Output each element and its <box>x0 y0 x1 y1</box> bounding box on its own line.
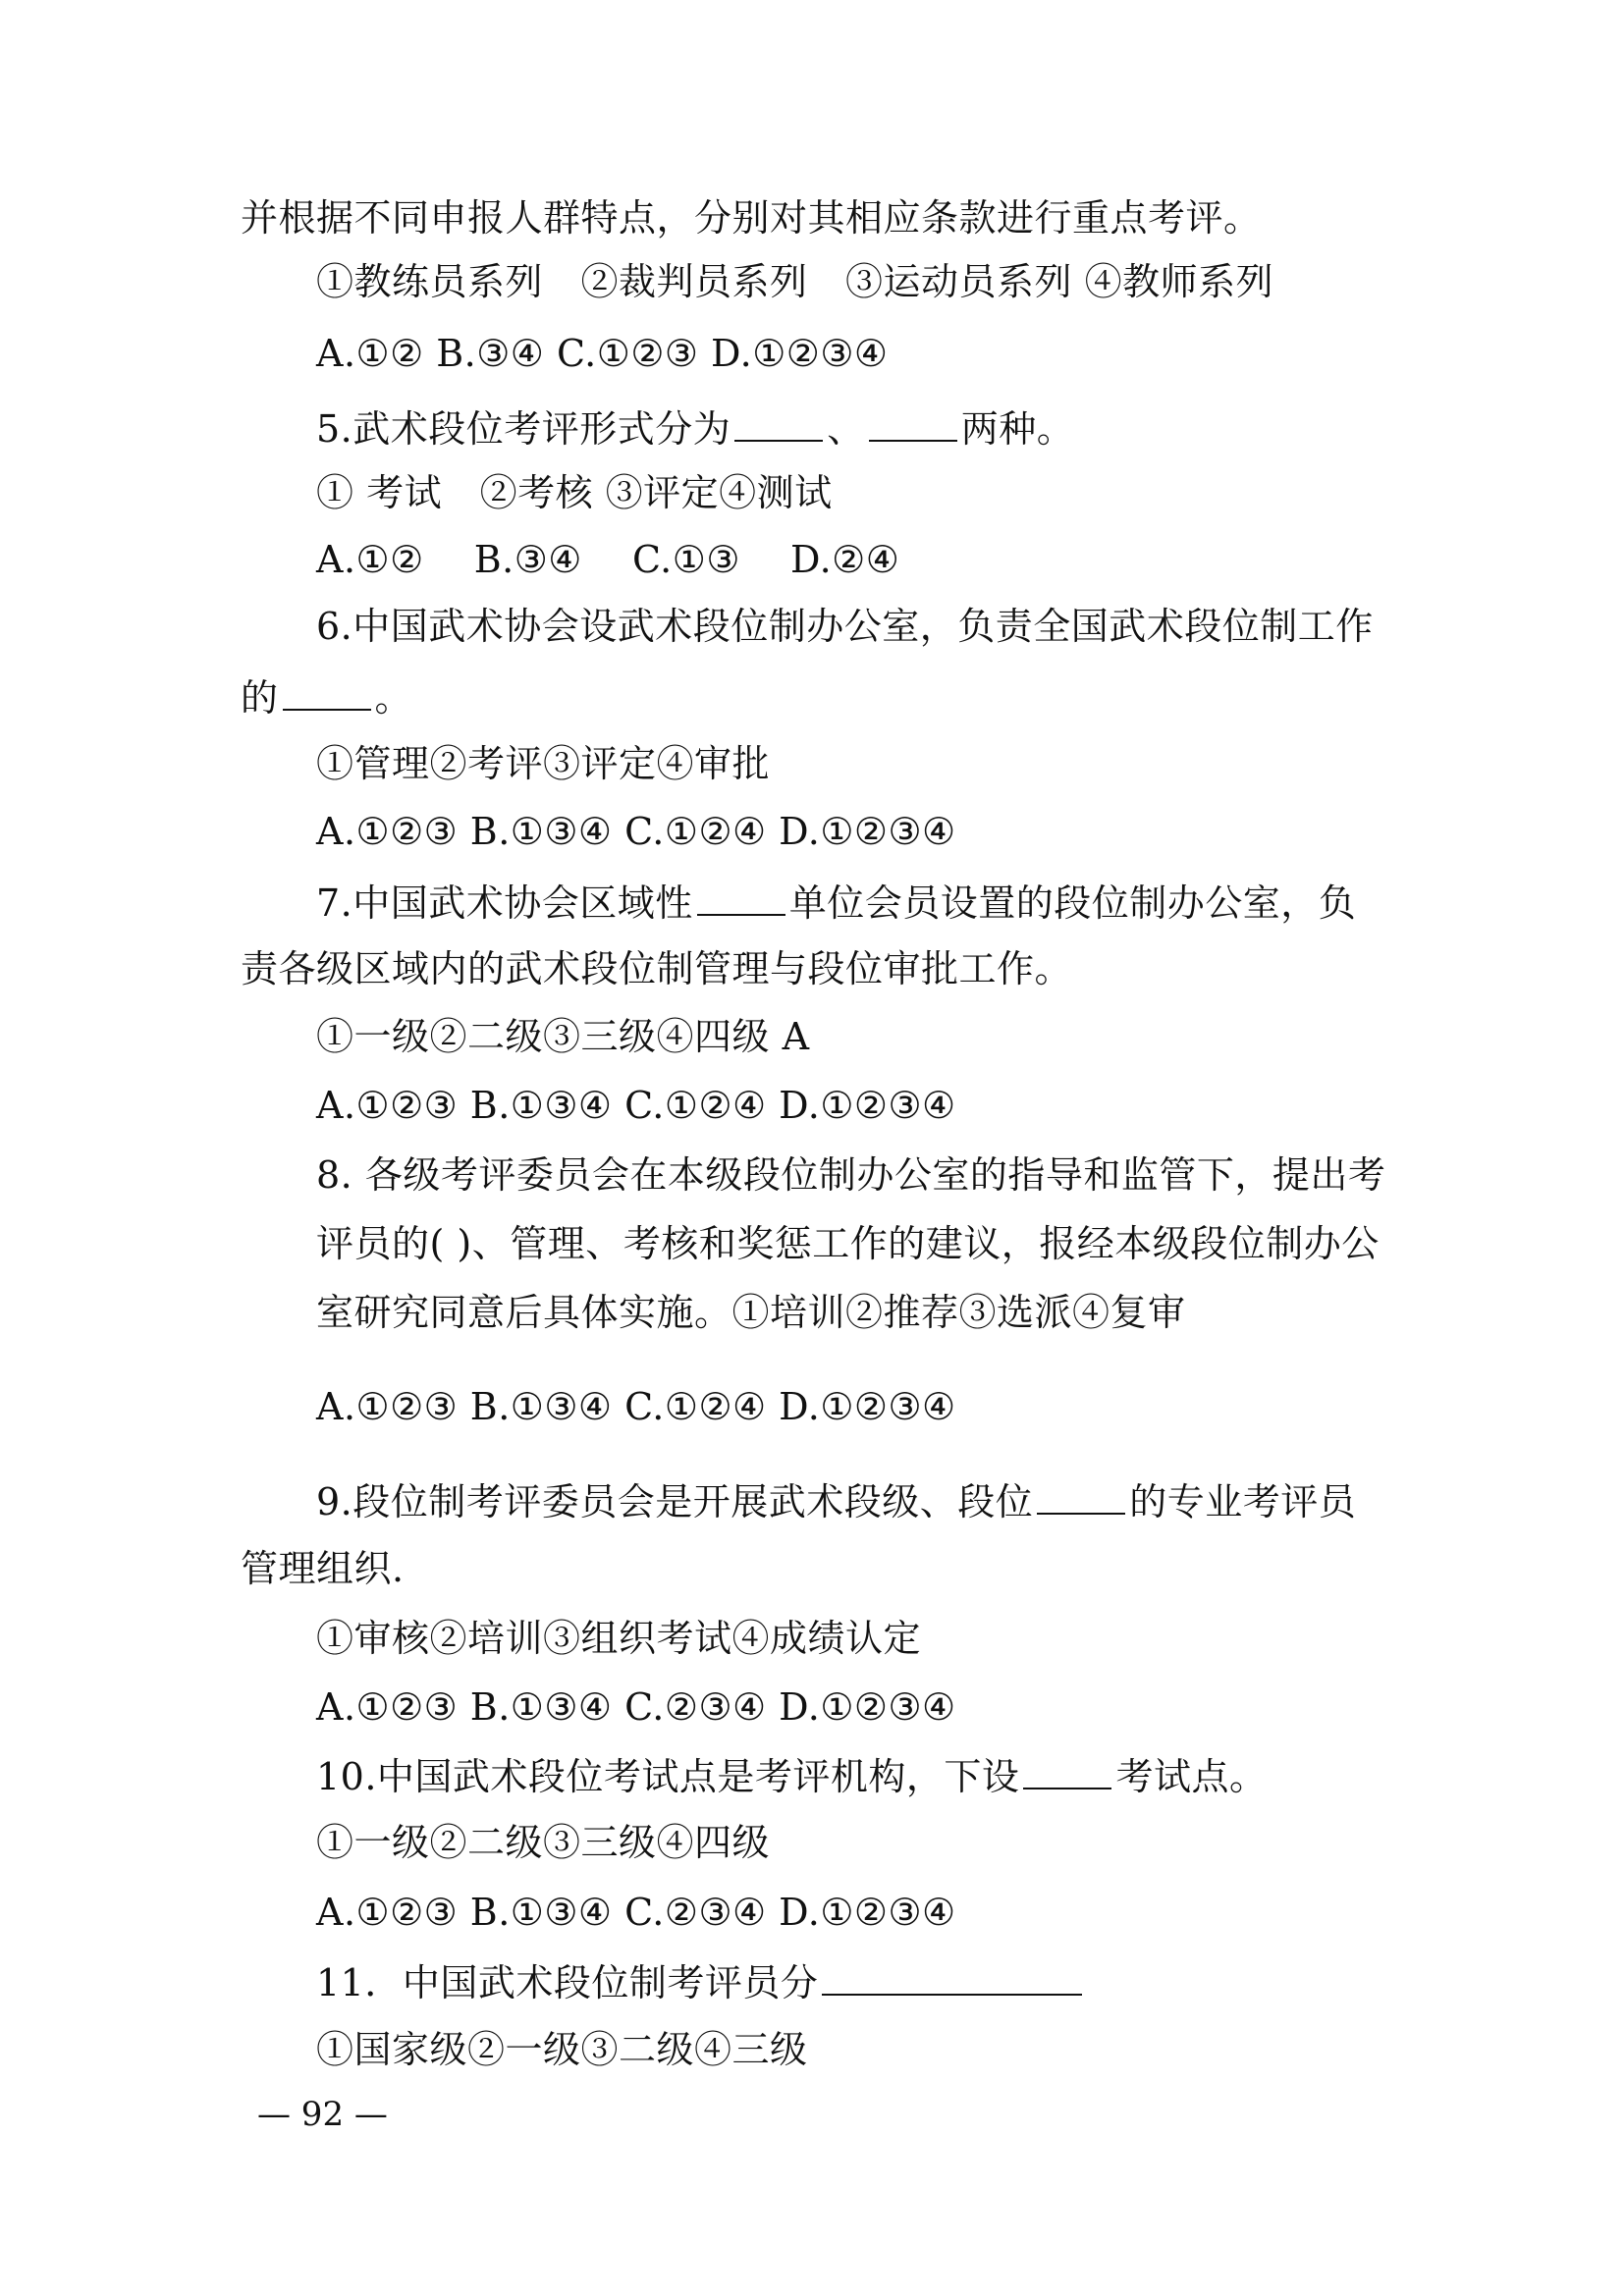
page-number: — 92 — <box>257 2095 388 2134</box>
q5-stem-part1: 5.武术段位考评形式分为 <box>316 407 731 451</box>
q5-stem <box>316 402 1074 454</box>
q5-stem-part3: 两种。 <box>960 407 1075 451</box>
q10-stem <box>316 1750 1267 1801</box>
q7-stem-part1: 7.中国武术协会区域性 <box>316 881 693 925</box>
q5-stem-part2: 、 <box>827 407 865 451</box>
q4-options: ①教练员系列 ②裁判员系列 ③运动员系列 ④教师系列 <box>316 260 1274 303</box>
q5-options: ① 考试 ②考核 ③评定④测试 <box>316 471 833 514</box>
q6-stem-part2: 的 <box>241 676 279 720</box>
q8-stem: 8. 各级考评委员会在本级段位制办公室的指导和监管下，提出考 <box>316 1153 1386 1197</box>
q11-stem-part1: 11．中国武术段位制考评员分 <box>316 1961 819 2004</box>
q11-stem <box>316 1956 1086 2007</box>
q6-stem: 6.中国武术协会设武术段位制办公室，负责全国武术段位制工作 <box>316 605 1374 648</box>
q4-answers: A.①② B.③④ C.①②③ D.①②③④ <box>316 332 889 375</box>
text-line-intro: 并根据不同申报人群特点，分别对其相应条款进行重点考评。 <box>241 196 1262 240</box>
q10-stem-part2: 考试点。 <box>1115 1755 1268 1798</box>
q7-stem-part2: 单位会员设置的段位制办公室，负 <box>788 881 1357 925</box>
q8-stem-cont1: 评员的( )、管理、考核和奖惩工作的建议，报经本级段位制办公 <box>316 1222 1380 1265</box>
q9-stem-part2: 的专业考评员 <box>1129 1480 1357 1523</box>
answer-blank <box>283 671 371 711</box>
q6-options: ①管理②考评③评定④审批 <box>316 742 771 785</box>
q6-answers: A.①②③ B.①③④ C.①②④ D.①②③④ <box>316 810 956 853</box>
q7-stem <box>316 877 1356 928</box>
q9-stem <box>316 1475 1356 1526</box>
q8-answers: A.①②③ B.①③④ C.①②④ D.①②③④ <box>316 1385 956 1428</box>
q9-options: ①审核②培训③组织考试④成绩认定 <box>316 1617 922 1660</box>
q6-stem-part3: 。 <box>374 676 413 720</box>
q7-stem-cont: 责各级区域内的武术段位制管理与段位审批工作。 <box>241 947 1073 990</box>
q5-answers: A.①② B.③④ C.①③ D.②④ <box>316 538 900 581</box>
answer-blank <box>1037 1475 1125 1515</box>
answer-blank <box>1023 1750 1111 1789</box>
answer-blank <box>869 402 957 442</box>
q10-options: ①一级②二级③三级④四级 <box>316 1821 771 1864</box>
q9-stem-part1: 9.段位制考评委员会是开展武术段级、段位 <box>316 1480 1034 1523</box>
q10-stem-part1: 10.中国武术段位考试点是考评机构，下设 <box>316 1755 1020 1798</box>
q11-options: ①国家级②一级③二级④三级 <box>316 2028 808 2071</box>
q9-answers: A.①②③ B.①③④ C.②③④ D.①②③④ <box>316 1685 956 1729</box>
q8-stem-cont2: 室研究同意后具体实施。①培训②推荐③选派④复审 <box>316 1291 1186 1334</box>
q7-answers: A.①②③ B.①③④ C.①②④ D.①②③④ <box>316 1084 956 1127</box>
q6-stem-cont <box>241 671 412 722</box>
answer-blank <box>697 877 785 916</box>
q10-answers: A.①②③ B.①③④ C.②③④ D.①②③④ <box>316 1891 956 1934</box>
q9-stem-cont: 管理组织. <box>241 1547 405 1590</box>
answer-blank <box>822 1956 1082 1996</box>
q7-options: ①一级②二级③三级④四级 A <box>316 1015 810 1058</box>
answer-blank <box>734 402 823 442</box>
